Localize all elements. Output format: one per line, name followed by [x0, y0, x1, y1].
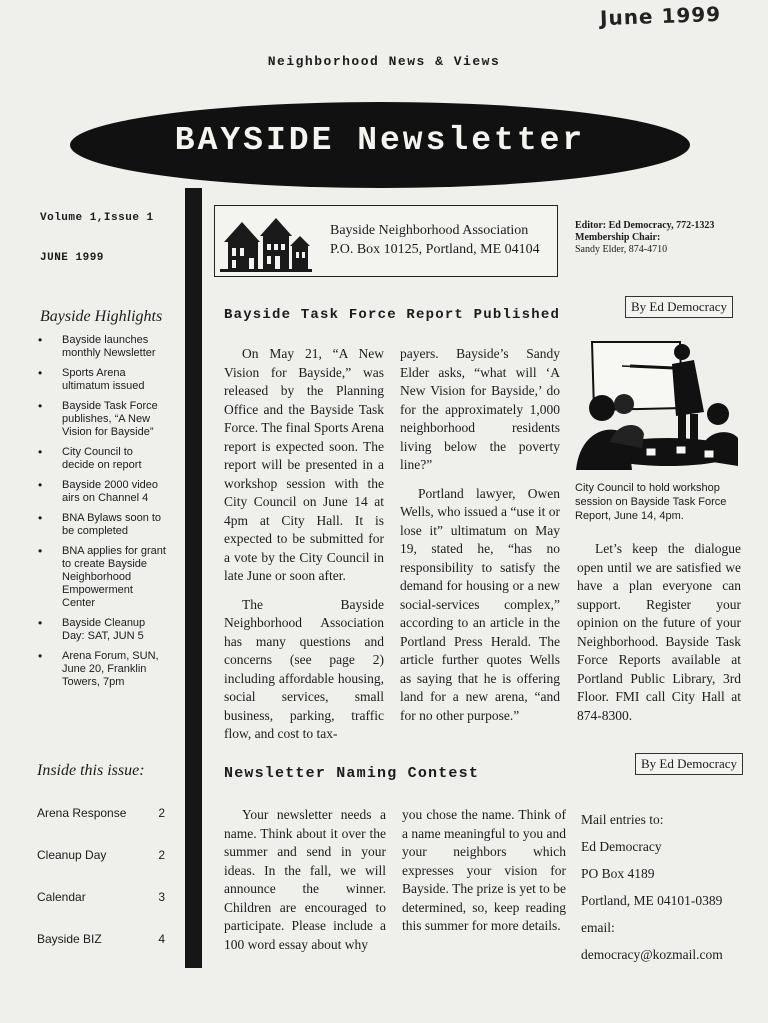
- council-meeting-illustration-icon: [572, 330, 738, 476]
- inside-item[interactable]: [37, 848, 165, 890]
- inside-item[interactable]: [37, 890, 165, 932]
- highlight-item: • City Council to decide on report: [38, 446, 168, 472]
- highlight-item: • BNA Bylaws soon to be completed: [38, 512, 168, 538]
- article-paragraph: Portland lawyer, Owen Wells, who issued a “use it or lose it” ultimatum on May 19, stated he, “has no responsibility to satisfy the demand for housing or a new social-services complex,” according to an article in the Portland Press Herald. The article further quotes Wells as saying that he is offering land for a new arena, “and for no other purpose.”: [400, 485, 560, 723]
- inside-heading: Inside this issue:: [37, 762, 145, 779]
- masthead-title: BAYSIDE Newsletter: [174, 122, 586, 159]
- highlights-heading: Bayside Highlights: [40, 308, 163, 325]
- contest-paragraph: Your newsletter needs a name. Think about it over the summer and send in your ideas. In the fall, we will announce the winner. Children are encouraged to participate. Please include a 100 word essay about why: [224, 807, 386, 952]
- mail-line: Mail entries to:: [581, 812, 664, 827]
- highlight-item: • Arena Forum, SUN, June 20, Franklin Towers, 7pm: [38, 650, 168, 689]
- article-column-1: [224, 345, 384, 754]
- editor-info: [575, 220, 714, 256]
- illustration-caption: City Council to hold workshop session on Bayside Task Force Report, June 14, 4pm.: [575, 482, 727, 522]
- association-address: P.O. Box 10125, Portland, ME 04104: [330, 242, 540, 257]
- inside-item[interactable]: [37, 932, 165, 974]
- volume-issue: Volume 1,Issue 1: [40, 212, 154, 224]
- article-byline: By Ed Democracy: [625, 296, 733, 318]
- mail-line: email:: [581, 920, 615, 935]
- masthead-tagline: Neighborhood News & Views: [267, 54, 501, 69]
- mail-line: Portland, ME 04101-0389: [581, 893, 723, 908]
- houses-logo-icon: [220, 212, 312, 272]
- highlight-item: • BNA applies for grant to create Bayside Neighborhood Empowerment Center: [38, 545, 168, 610]
- article-paragraph: The Bayside Neighborhood Association has many questions and concerns (see page 2) including affordable housing, social services, small business, parking, traffic flow, and cost to tax-: [224, 596, 384, 741]
- article-paragraph: Let’s keep the dialogue open until we are satisfied we have a plan everyone can support. Register your opinion on the future of your Neighborhood. Bayside Task Force Reports available at Portland Public Library, 3rd Floor. FMI call City Hall at 874-8300.: [577, 541, 741, 723]
- inside-item-title: Arena Response: [37, 806, 127, 820]
- contest-column-2: [402, 806, 566, 946]
- highlight-item: • Sports Arena ultimatum issued: [38, 367, 168, 393]
- inside-item-page: 4: [158, 932, 165, 946]
- inside-issue-list: [37, 806, 165, 974]
- highlight-item: • Bayside Cleanup Day: SAT, JUN 5: [38, 617, 168, 643]
- mail-line: Ed Democracy: [581, 839, 662, 854]
- highlights-list: [38, 334, 168, 696]
- contest-paragraph: you chose the name. Think of a name meaningful to you and your neighbors which expresses your vision for Bayside. The prize is yet to be determined, so, keep reading this summer for more details.: [402, 807, 566, 933]
- article-paragraph: payers. Bayside’s Sandy Elder asks, “what will ‘A New Vision for Bayside,’ do for the approximately 1,000 neighborhood residents living below the poverty line?”: [400, 346, 560, 472]
- editor-line: Editor: Ed Democracy, 772-1323: [575, 220, 715, 231]
- mail-email-link[interactable]: democracy@kozmail.com: [581, 947, 723, 962]
- association-info: [330, 221, 540, 259]
- inside-item-title: Bayside BIZ: [37, 932, 102, 946]
- mail-entries: [581, 806, 723, 968]
- membership-label: Membership Chair:: [575, 232, 661, 243]
- contest-headline: Newsletter Naming Contest: [224, 765, 480, 782]
- issue-date: JUNE 1999: [40, 252, 104, 264]
- article-column-3: [577, 540, 741, 735]
- inside-item-page: 2: [158, 848, 165, 862]
- article-paragraph: On May 21, “A New Vision for Bayside,” was released by the Planning Office and the Bayside Task Force. The final Sports Arena report is expected soon. The report will be presented in a workshop session with the City Council on June 14 at 4pm at City Hall. It is expected to be submitted for a vote by the City Council in late June or soon after.: [224, 346, 384, 583]
- inside-item-title: Cleanup Day: [37, 848, 107, 862]
- vertical-rule: [185, 188, 202, 968]
- inside-item-title: Calendar: [37, 890, 86, 904]
- mail-line: PO Box 4189: [581, 866, 655, 881]
- contest-byline: By Ed Democracy: [635, 753, 743, 775]
- article-headline: Bayside Task Force Report Published: [224, 307, 561, 323]
- highlight-item: • Bayside launches monthly Newsletter: [38, 334, 168, 360]
- highlight-item: • Bayside 2000 video airs on Channel 4: [38, 479, 168, 505]
- contest-column-1: [224, 806, 386, 964]
- handwritten-date: June 1999: [599, 1, 722, 31]
- highlight-item: • Bayside Task Force publishes, “A New Vision for Bayside”: [38, 400, 168, 439]
- inside-item-page: 2: [158, 806, 165, 820]
- association-name: Bayside Neighborhood Association: [330, 223, 529, 238]
- article-column-2: [400, 345, 560, 735]
- membership-chair: Sandy Elder, 874-4710: [575, 244, 668, 255]
- inside-item-page: 3: [158, 890, 165, 904]
- inside-item[interactable]: [37, 806, 165, 848]
